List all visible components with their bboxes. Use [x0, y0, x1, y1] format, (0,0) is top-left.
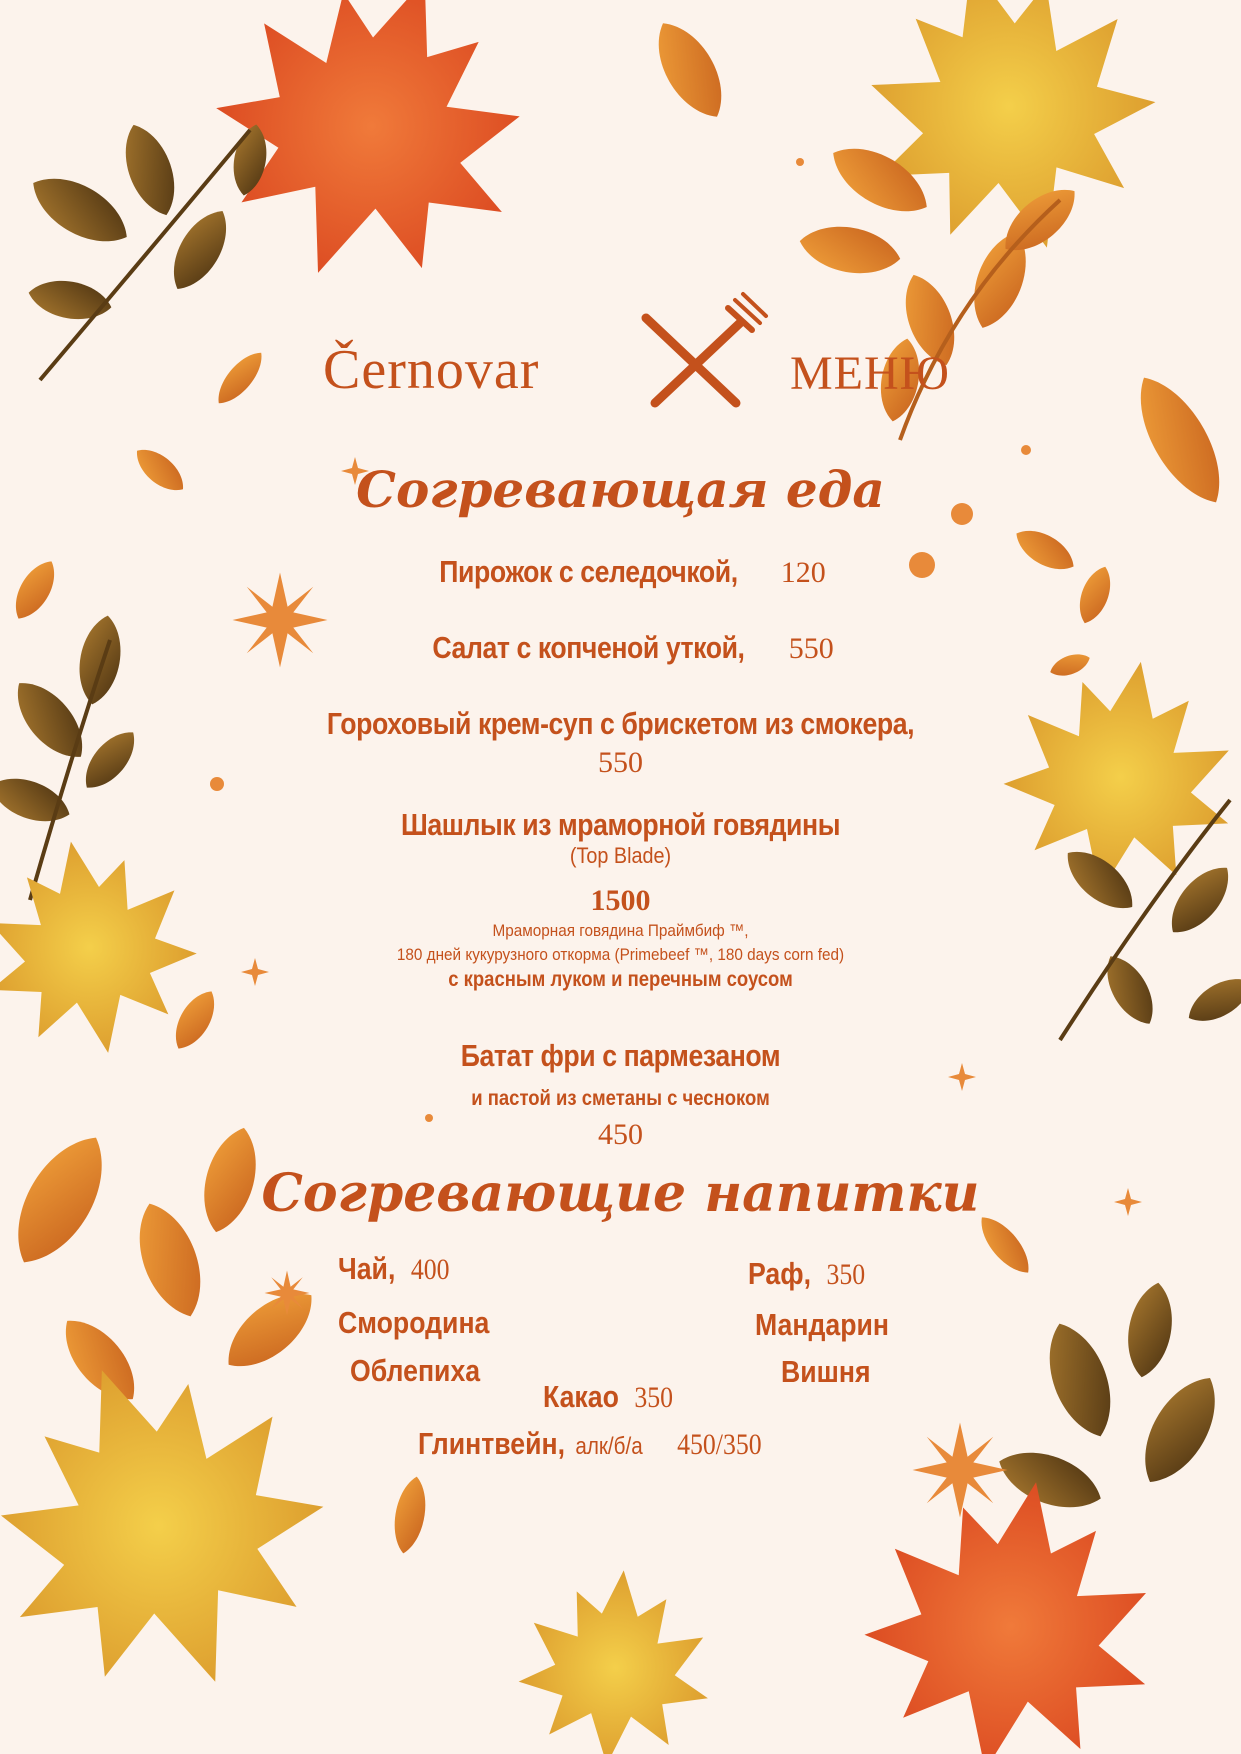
food-section-title: Согревающая еда: [356, 460, 885, 519]
item-name: Шашлык из мраморной говядины: [400, 807, 841, 842]
item-description: 180 дней кукурузного откорма (Primebeef ™, 180 days corn fed): [396, 945, 845, 964]
item-name: Гороховый крем-суп с брискетом из смокера,: [326, 706, 915, 741]
brand-logo: Černovar: [323, 339, 540, 401]
drink-item-cocoa: [543, 1379, 673, 1415]
drink-price: 350: [634, 1381, 674, 1414]
drink-name: Глинтвейн,: [418, 1426, 566, 1461]
drink-price: 400: [410, 1253, 450, 1286]
drink-note: алк/б/а: [575, 1433, 643, 1460]
fork-knife-icon: [646, 294, 766, 403]
drink-name: Какао: [543, 1379, 619, 1414]
drink-name: Раф,: [748, 1256, 811, 1291]
item-price: 550: [598, 746, 643, 779]
star-icon: [913, 1423, 1008, 1518]
star-icon: [265, 1271, 310, 1316]
drink-item-tea: [338, 1251, 450, 1287]
drink-item-raf: [748, 1256, 865, 1292]
drink-name: Чай,: [338, 1251, 396, 1286]
menu-item-name: [0, 807, 1241, 843]
item-price: 450: [598, 1118, 643, 1151]
drink-price: 450/350: [677, 1428, 762, 1461]
item-name: Батат фри с пармезаном: [460, 1038, 781, 1073]
menu-item: [0, 554, 1241, 590]
menu-item: [0, 706, 1241, 742]
drink-price: 350: [826, 1258, 866, 1291]
item-subtitle: (Top Blade): [569, 843, 672, 868]
drinks-section-title: Согревающие напитки: [261, 1163, 980, 1224]
item-price: 550: [788, 632, 834, 665]
drink-option: Смородина: [338, 1305, 490, 1340]
item-price: 1500: [590, 884, 651, 917]
drink-option: Вишня: [781, 1354, 871, 1389]
drink-option: Мандарин: [755, 1307, 889, 1342]
item-description: Мраморная говядина Праймбиф ™,: [492, 921, 749, 940]
menu-item-name: [0, 1038, 1241, 1074]
drink-option: Облепиха: [350, 1353, 481, 1388]
item-name: Пирожок с селедочкой,: [439, 554, 738, 589]
item-description: с красным луком и перечным соусом: [448, 968, 793, 991]
menu-item: [0, 630, 1241, 666]
item-price: 120: [780, 556, 826, 589]
menu-heading: МЕНЮ: [790, 347, 950, 400]
drink-item-mulled-wine: [418, 1426, 762, 1462]
item-name: Салат с копченой уткой,: [432, 630, 745, 665]
item-description: и пастой из сметаны с чесноком: [471, 1087, 770, 1110]
